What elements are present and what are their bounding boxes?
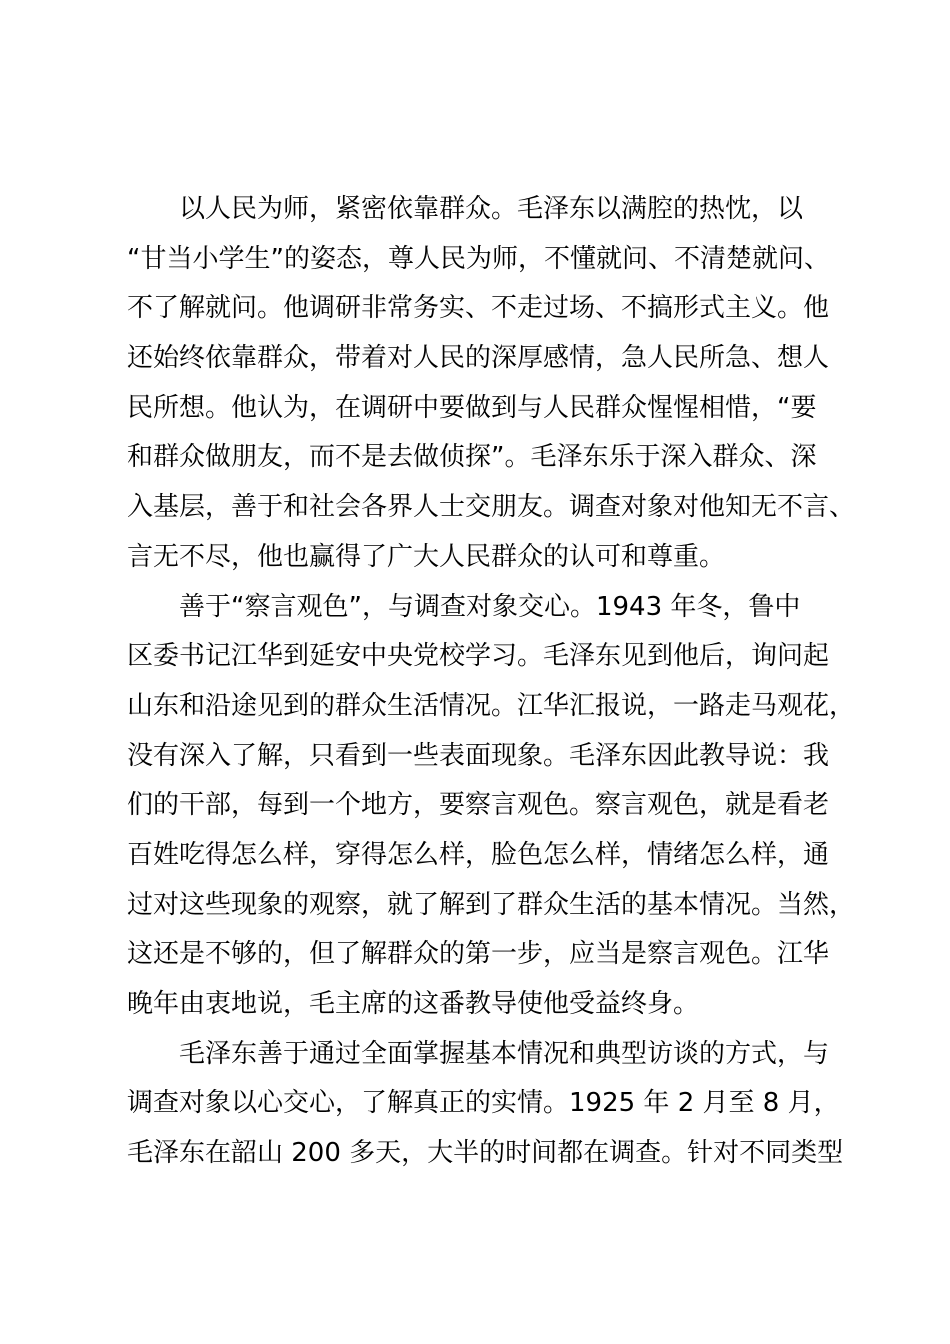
paragraph-line: 们的干部，每到一个地方，要察言观色。察言观色，就是看老 — [127, 790, 830, 821]
paragraph-line: 毛泽东在韶山 200 多天，大半的时间都在调查。针对不同类型 — [127, 1138, 844, 1169]
paragraph-line: 没有深入了解，只看到一些表面现象。毛泽东因此教导说：我 — [127, 740, 830, 771]
paragraph-line: 百姓吃得怎么样，穿得怎么样，脸色怎么样，情绪怎么样，通 — [127, 839, 830, 870]
paragraph-line: 还始终依靠群众，带着对人民的深厚感情，急人民所急、想人 — [127, 343, 830, 374]
paragraph-line: 不了解就问。他调研非常务实、不走过场、不搞形式主义。他 — [127, 293, 830, 324]
paragraph-line: 以人民为师，紧密依靠群众。毛泽东以满腔的热忱，以 — [179, 194, 804, 224]
paragraph-1 — [127, 185, 857, 583]
paragraph-line: 言无不尽，他也赢得了广大人民群众的认可和尊重。 — [127, 541, 726, 572]
paragraph-3 — [127, 1030, 857, 1179]
paragraph-line: “甘当小学生”的姿态，尊人民为师，不懂就问、不清楚就问、 — [127, 243, 830, 274]
paragraph-line: 过对这些现象的观察，就了解到了群众生活的基本情况。当然， — [127, 889, 856, 920]
paragraph-2 — [127, 583, 857, 1030]
paragraph-line: 善于“察言观色”，与调查对象交心。1943 年冬，鲁中 — [179, 591, 801, 622]
paragraph-line: 区委书记江华到延安中央党校学习。毛泽东见到他后，询问起 — [127, 641, 830, 672]
document-body — [127, 185, 857, 1179]
paragraph-line: 入基层，善于和社会各界人士交朋友。调查对象对他知无不言、 — [127, 492, 856, 523]
paragraph-line: 山东和沿途见到的群众生活情况。江华汇报说，一路走马观花， — [127, 690, 856, 721]
paragraph-line: 和群众做朋友，而不是去做侦探”。毛泽东乐于深入群众、深 — [127, 442, 817, 473]
paragraph-line: 毛泽东善于通过全面掌握基本情况和典型访谈的方式，与 — [179, 1038, 830, 1069]
paragraph-line: 晚年由衷地说，毛主席的这番教导使他受益终身。 — [127, 989, 700, 1019]
paragraph-line: 这还是不够的，但了解群众的第一步，应当是察言观色。江华 — [127, 939, 830, 970]
paragraph-line: 调查对象以心交心，了解真正的实情。1925 年 2 月至 8 月， — [127, 1088, 840, 1119]
paragraph-line: 民所想。他认为，在调研中要做到与人民群众惺惺相惜，“要 — [127, 392, 817, 423]
